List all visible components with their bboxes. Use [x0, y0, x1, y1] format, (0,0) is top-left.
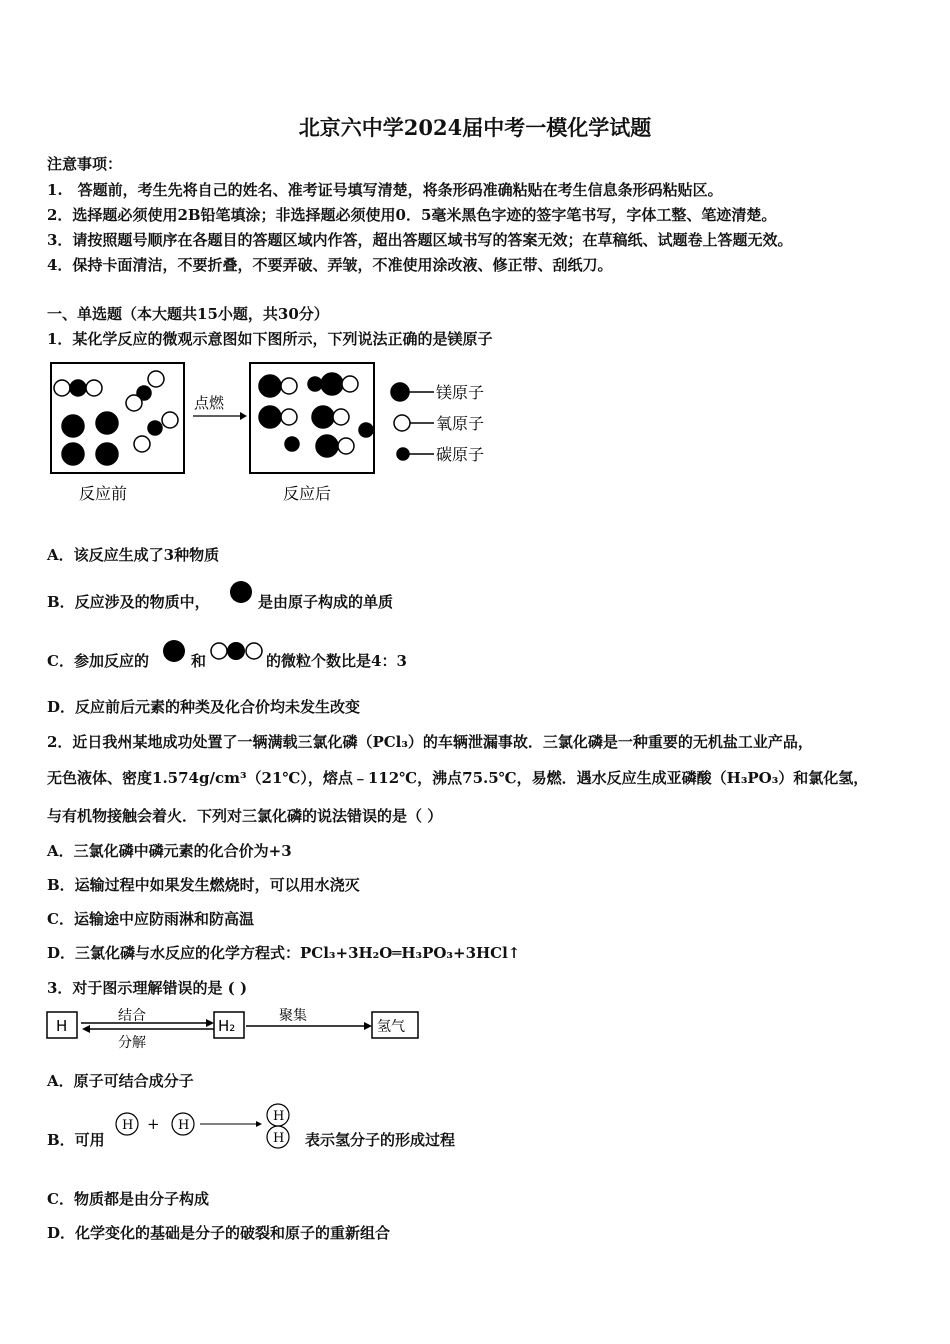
q1-option-d: D．反应前后元素的种类及化合价均未发生改变 [47, 698, 361, 716]
h2-atom-bottom-label: H [273, 1131, 285, 1146]
after-particles [259, 373, 373, 457]
h2-atom-top-label: H [273, 1109, 285, 1124]
q1-option-b-pre: B．反应涉及的物质中， [47, 593, 210, 611]
co2-molecule-icon [209, 640, 265, 664]
q3-option-d: D．化学变化的基础是分子的破裂和原子的重新组合 [47, 1224, 391, 1242]
section-heading: 一、单选题（本大题共15小题，共30分） [47, 305, 329, 323]
plus-sign: + [147, 1115, 160, 1133]
q1-option-a: A．该反应生成了3种物质 [47, 546, 220, 564]
gather-label: 聚集 [279, 1008, 307, 1024]
q2-option-d: D．三氯化磷与水反应的化学方程式：PCl₃+3H₂O═H₃PO₃+3HCl↑ [47, 944, 521, 962]
q3-hydrogen-diagram [46, 1004, 426, 1054]
h-molecule-formation-diagram [110, 1100, 302, 1152]
notice-item-4: 4．保持卡面清洁，不要折叠，不要弄破、弄皱，不准使用涂改液、修正带、刮纸刀。 [47, 256, 613, 274]
q1-option-c-post: 的微粒个数比是4：3 [266, 652, 407, 670]
q1-option-b-post: 是由原子构成的单质 [258, 593, 394, 611]
q3-option-b-post: 表示氢分子的形成过程 [305, 1131, 456, 1149]
mg-atom-icon-2 [161, 638, 187, 664]
legend-mg: 镁原子 [436, 383, 485, 402]
mg-atom-icon [229, 579, 255, 605]
notice-heading: 注意事项： [47, 155, 123, 173]
box-h-label: H [56, 1017, 68, 1035]
q1-stem: 1．某化学反应的微观示意图如下图所示，下列说法正确的是镁原子 [47, 330, 493, 348]
combine-label: 结合 [118, 1008, 146, 1024]
q2-stem-line2: 无色液体、密度1.574g/cm³（21℃），熔点﹣112℃，沸点75.5℃，易燃．遇水反应生成亚磷酸（H₃PO₃）和氯化氢， [47, 769, 869, 787]
notice-item-2: 2．选择题必须使用2B铅笔填涂；非选择题必须使用0．5毫米黑色字迹的签字笔书写，字体工整、笔迹清楚。 [47, 206, 777, 224]
before-label: 反应前 [79, 484, 128, 503]
page-title: 北京六中学2024届中考一模化学试题 [298, 115, 652, 140]
q3-option-a: A．原子可结合成分子 [47, 1072, 194, 1090]
q3-option-c: C．物质都是由分子构成 [47, 1190, 209, 1208]
q3-option-b-pre: B．可用 [47, 1131, 105, 1149]
q2-stem-line1: 2．近日我州某地成功处置了一辆满载三氯化磷（PCl₃）的车辆泄漏事故．三氯化磷是一种重要的无机盐工业产品， [47, 733, 813, 751]
after-label: 反应后 [283, 484, 332, 503]
q3-stem: 3．对于图示理解错误的是 ( ) [47, 979, 248, 997]
h-atom-2-label: H [178, 1118, 190, 1133]
decompose-label: 分解 [118, 1035, 146, 1051]
box-hydrogen-gas-label: 氢气 [377, 1019, 405, 1035]
h-atom-1-label: H [122, 1118, 134, 1133]
q2-stem-line3: 与有机物接触会着火．下列对三氯化磷的说法错误的是（ ） [47, 807, 443, 825]
box-h2-label: H₂ [218, 1017, 236, 1035]
q2-option-c: C．运输途中应防雨淋和防高温 [47, 910, 254, 928]
q2-option-b: B．运输过程中如果发生燃烧时，可以用水浇灭 [47, 876, 360, 894]
q1-option-c-pre: C．参加反应的 [47, 652, 149, 670]
legend-c: 碳原子 [436, 445, 485, 464]
arrow-label: 点燃 [194, 394, 225, 412]
q1-reaction-diagram [48, 358, 508, 508]
legend [391, 383, 434, 460]
before-particles [54, 371, 178, 465]
q1-option-c-mid: 和 [191, 652, 207, 670]
legend-o: 氧原子 [436, 414, 485, 433]
notice-item-1: 1. 答题前，考生先将自己的姓名、准考证号填写清楚，将条形码准确粘贴在考生信息条形码粘贴区。 [47, 181, 723, 199]
q2-option-a: A．三氯化磷中磷元素的化合价为+3 [47, 842, 292, 860]
notice-item-3: 3．请按照题号顺序在各题目的答题区域内作答，超出答题区域书写的答案无效；在草稿纸、试题卷上答题无效。 [47, 231, 793, 249]
